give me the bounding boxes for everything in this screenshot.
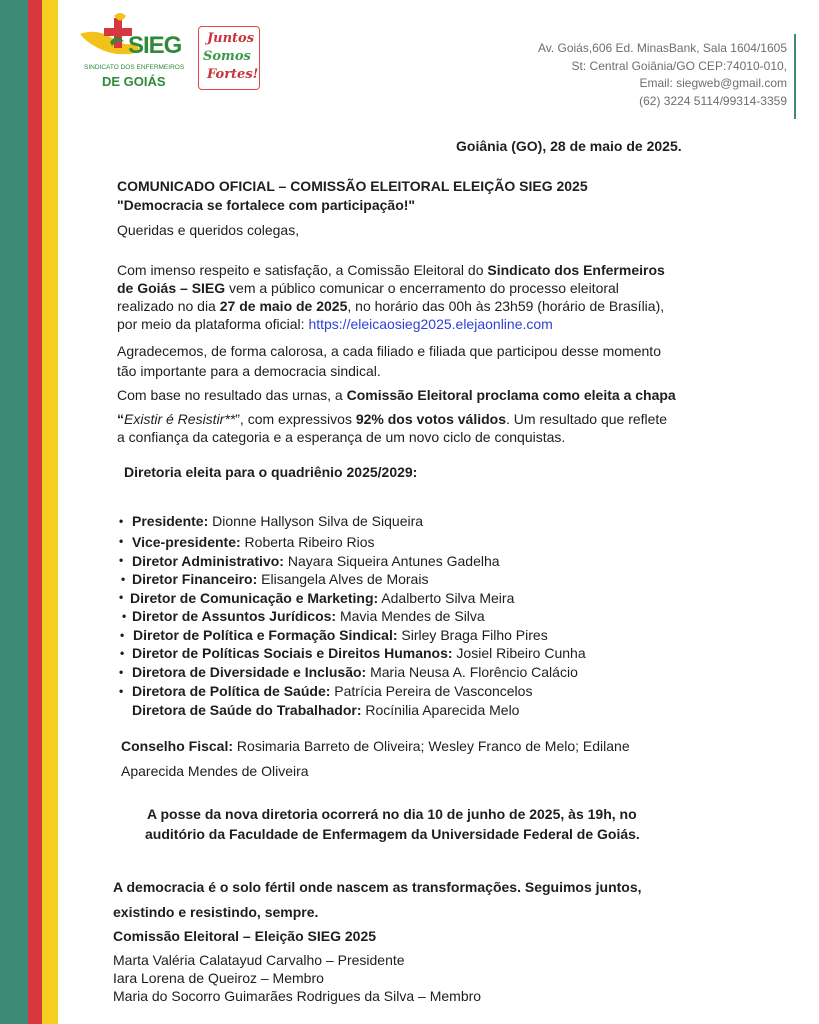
paragraph-3-line-2: [117, 410, 667, 428]
badge-line-1: Juntos: [207, 31, 255, 46]
member-name: Adalberto Silva Meira: [378, 590, 515, 606]
bullet: •: [119, 534, 124, 548]
board-member: [132, 533, 375, 551]
logo-subtitle: SINDICATO DOS ENFERMEIROS: [84, 64, 185, 71]
text-run: Com imenso respeito e satisfação, a Comissão Eleitoral do: [117, 262, 488, 278]
letter-title: COMUNICADO OFICIAL – COMISSÃO ELEITORAL ELEIÇÃO SIEG 2025: [117, 178, 588, 194]
bullet: •: [121, 572, 126, 586]
role: Diretor de Política e Formação Sindical:: [133, 627, 398, 643]
role: Diretor de Comunicação e Marketing:: [130, 590, 379, 606]
role: Diretor Financeiro:: [132, 571, 258, 587]
bullet: •: [119, 553, 124, 567]
member-name: Sirley Braga Filho Pires: [397, 627, 548, 643]
text-run: 27 de maio de 2025: [219, 298, 348, 314]
text-run: ”, com expressivos: [235, 411, 356, 427]
board-member: [133, 626, 548, 644]
board-member: [132, 663, 578, 681]
member-name: Dionne Hallyson Silva de Siqueira: [208, 513, 424, 529]
juntos-badge: [198, 26, 260, 90]
board-member: [132, 644, 586, 662]
council-line-1: [121, 737, 630, 755]
closing-line-1: A democracia é o solo fértil onde nascem as transformações. Seguimos juntos,: [113, 879, 642, 895]
paragraph-1-line-1: [117, 261, 665, 279]
text-run: . Um resultado que reflete: [506, 411, 668, 427]
role: Vice-presidente:: [132, 534, 241, 550]
role: Diretor de Assuntos Jurídicos:: [132, 608, 337, 624]
text-run: Com base no resultado das urnas, a: [117, 387, 347, 403]
badge-line-3: Fortes!: [207, 67, 259, 82]
text-run: de Goiás – SIEG: [117, 280, 226, 296]
commission-title: Comissão Eleitoral – Eleição SIEG 2025: [113, 928, 377, 944]
address-block: [538, 40, 787, 110]
member-name: Elisangela Alves de Morais: [257, 571, 429, 587]
address-divider: [794, 34, 796, 119]
text-run: Sindicato dos Enfermeiros: [487, 262, 665, 278]
board-member: [130, 589, 514, 607]
yellow-stripe: [42, 0, 58, 1024]
red-stripe: [28, 0, 42, 1024]
paragraph-1-line-3: [117, 297, 664, 315]
email-line: Email: siegweb@gmail.com: [639, 76, 787, 90]
paragraph-1-line-4: [117, 315, 553, 333]
member-name: Mavia Mendes de Silva: [336, 608, 485, 624]
role: Diretora de Saúde do Trabalhador:: [132, 702, 362, 718]
text-run: , no horário das 00h às 23h59 (horário de Brasília),: [347, 298, 665, 314]
member-name: Maria Neusa A. Florêncio Calácio: [366, 664, 578, 680]
paragraph-1-line-2: [117, 279, 619, 297]
paragraph-3-line-3: a confiança da categoria e a esperança de um novo ciclo de conquistas.: [117, 429, 566, 445]
bullet: •: [119, 514, 124, 528]
closing-line-2: existindo e resistindo, sempre.: [113, 904, 319, 920]
greeting: Queridas e queridos colegas,: [117, 222, 300, 238]
commission-member: Marta Valéria Calatayud Carvalho – Presidente: [113, 952, 405, 968]
text-run: realizado no dia: [117, 298, 220, 314]
logo-state: DE GOIÁS: [102, 74, 166, 89]
board-member: [132, 682, 532, 700]
address-line: St: Central Goiânia/GO CEP:74010-010,: [571, 58, 787, 73]
badge-line-2: Somos: [203, 49, 251, 64]
commission-member: Maria do Socorro Guimarães Rodrigues da Silva – Membro: [113, 988, 482, 1004]
text-run: “: [117, 411, 124, 427]
board-member: [132, 552, 500, 570]
bullet: •: [120, 646, 125, 660]
member-name: Rocínilia Aparecida Melo: [361, 702, 520, 718]
paragraph-2-line-2: tão importante para a democracia sindical.: [117, 363, 381, 379]
board-member: [132, 570, 428, 588]
board-heading: Diretoria eleita para o quadriênio 2025/2029:: [124, 464, 418, 480]
logo-name: SIEG: [128, 32, 182, 59]
bullet: •: [119, 590, 124, 604]
bullet: •: [120, 628, 125, 642]
address-line: Av. Goiás,606 Ed. MinasBank, Sala 1604/1605: [537, 41, 787, 55]
member-name: Josiel Ribeiro Cunha: [452, 645, 586, 661]
member-name: Patrícia Pereira de Vasconcelos: [330, 683, 533, 699]
text-run: vem a público comunicar o encerramento do processo eleitoral: [225, 280, 619, 296]
council-line-2: Aparecida Mendes de Oliveira: [121, 763, 309, 779]
board-member: [132, 607, 485, 625]
text-run: por meio da plataforma oficial:: [117, 316, 309, 332]
bullet: •: [119, 684, 124, 698]
role: Diretora de Diversidade e Inclusão:: [132, 664, 367, 680]
board-member: [132, 512, 423, 530]
commission-member: Iara Lorena de Queiroz – Membro: [113, 970, 324, 986]
green-stripe: [0, 0, 28, 1024]
role: Diretor Administrativo:: [132, 553, 284, 569]
text-run: Comissão Eleitoral proclama como eleita a chapa: [346, 387, 676, 403]
member-name: Nayara Siqueira Antunes Gadelha: [283, 553, 500, 569]
bullet: •: [119, 665, 124, 679]
council-label: Conselho Fiscal:: [121, 738, 234, 754]
sieg-logo: [76, 12, 196, 94]
member-name: Roberta Ribeiro Rios: [240, 534, 375, 550]
bullet: •: [122, 609, 127, 623]
board-member: [132, 701, 519, 719]
letter-date: Goiânia (GO), 28 de maio de 2025.: [456, 138, 682, 154]
letter-motto: "Democracia se fortalece com participação!": [117, 197, 416, 213]
paragraph-3-line-1: [117, 386, 676, 404]
role: Diretor de Políticas Sociais e Direitos Humanos:: [132, 645, 453, 661]
text-run: 92% dos votos válidos: [355, 411, 507, 427]
election-link[interactable]: https://eleicaosieg2025.elejaonline.com: [308, 316, 553, 332]
slate-name: Existir é Resistir**: [124, 411, 236, 427]
council-members: Rosimaria Barreto de Oliveira; Wesley Franco de Melo; Edilane: [233, 738, 630, 754]
role: Diretora de Política de Saúde:: [132, 683, 331, 699]
inauguration-line-1: A posse da nova diretoria ocorrerá no dia 10 de junho de 2025, às 19h, no: [147, 806, 637, 822]
paragraph-2-line-1: Agradecemos, de forma calorosa, a cada filiado e filiada que participou desse momento: [117, 343, 661, 359]
inauguration-line-2: auditório da Faculdade de Enfermagem da Universidade Federal de Goiás.: [145, 826, 640, 842]
role: Presidente:: [132, 513, 209, 529]
phone-line: (62) 3224 5114/99314-3359: [639, 93, 787, 108]
